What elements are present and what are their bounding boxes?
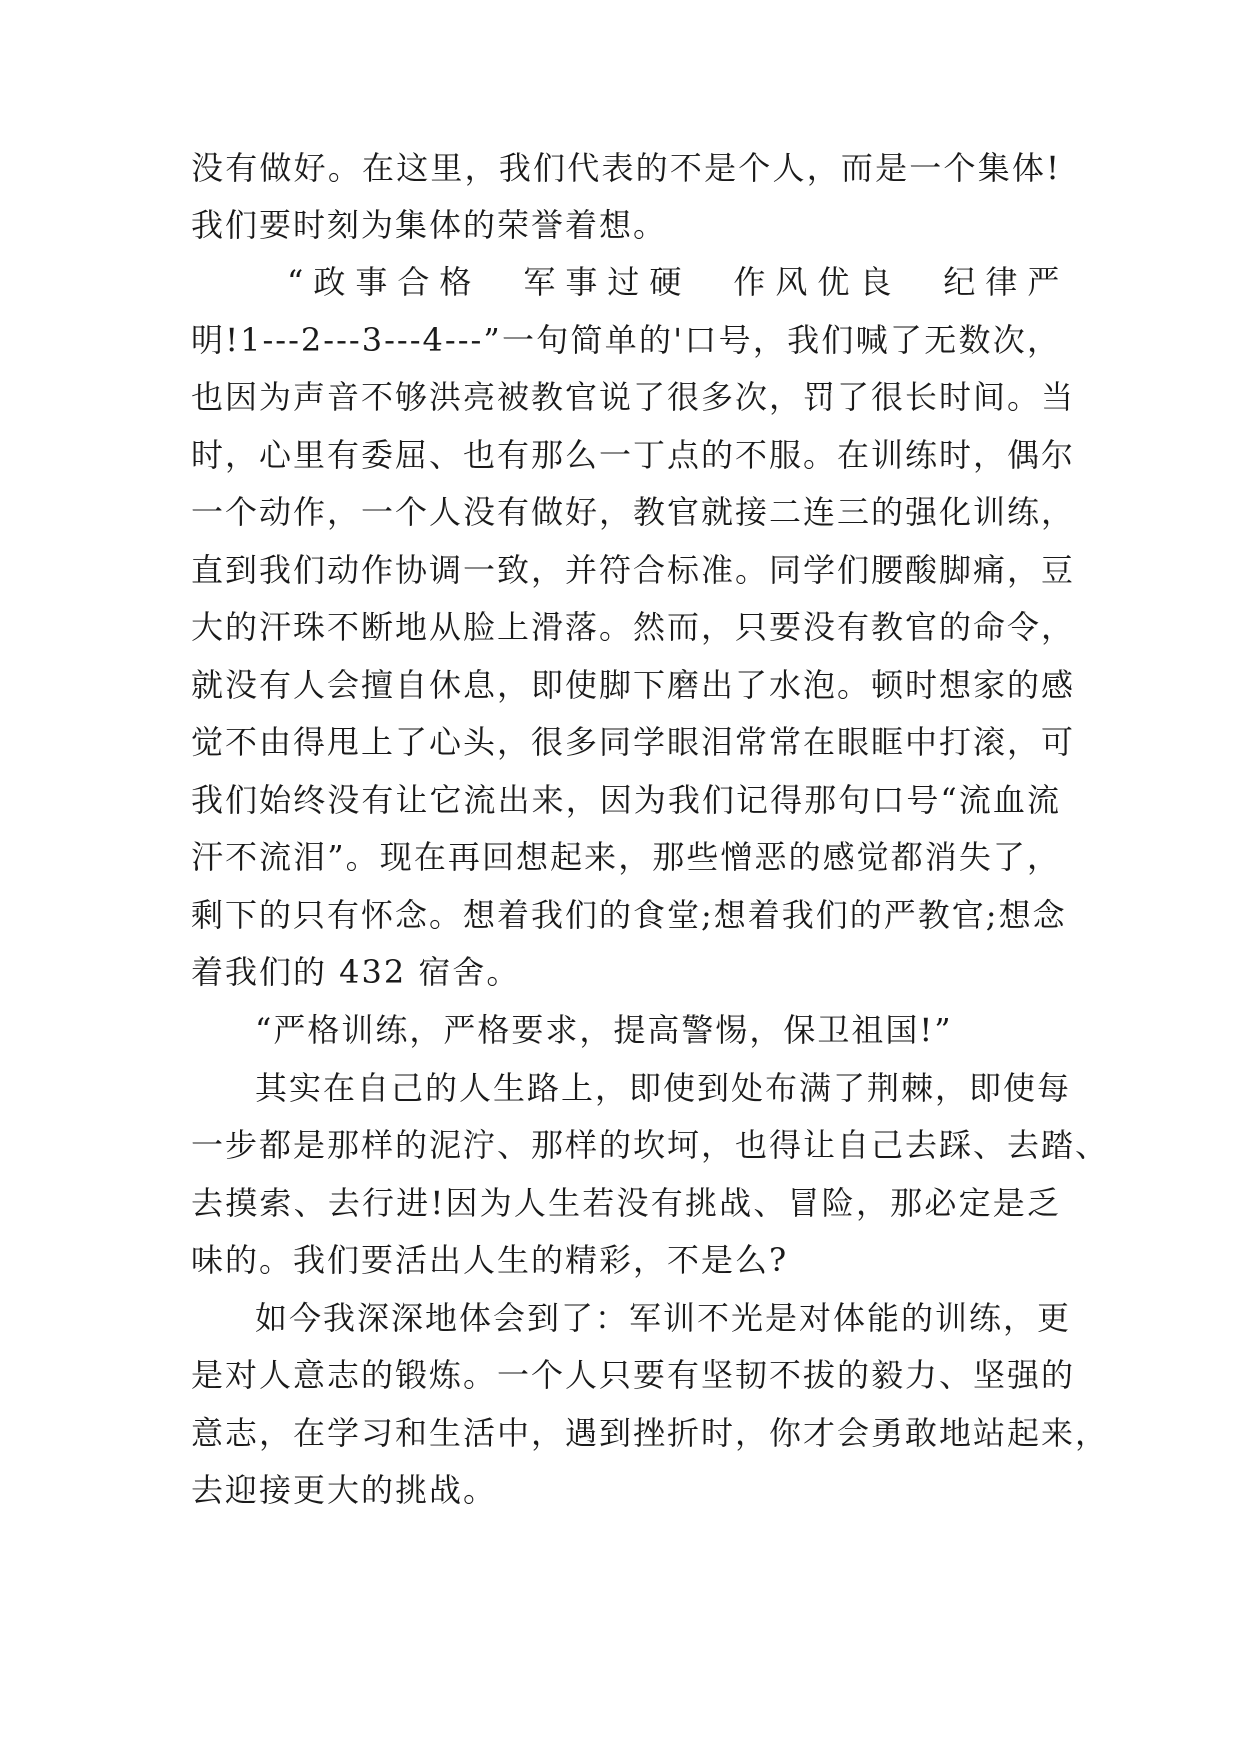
text-line: 如今我深深地体会到了：军训不光是对体能的训练，更 [255,1299,1072,1337]
text-line: 汗不流泪”。现在再回想起来，那些憎恶的感觉都消失了， [191,838,1061,876]
text-line: 觉不由得甩上了心头，很多同学眼泪常常在眼眶中打滚，可 [191,723,1076,761]
slogan-line: “政事合格 军事过硬 作风优良 纪律严 [287,263,1070,301]
text-line: 一个动作，一个人没有做好，教官就接二连三的强化训练， [191,493,1076,531]
text-line: 也因为声音不够洪亮被教官说了很多次，罚了很长时间。当 [191,378,1076,416]
text-line: 一步都是那样的泥泞、那样的坎坷，也得让自己去踩、去踏、 [191,1126,1110,1164]
text-line: 意志，在学习和生活中，遇到挫折时，你才会勇敢地站起来， [191,1414,1110,1452]
text-line: 我们要时刻为集体的荣誉着想。 [191,206,668,244]
text-line: 剩下的只有怀念。想着我们的食堂;想着我们的严教官;想念 [191,896,1067,934]
text-line: 我们始终没有让它流出来，因为我们记得那句口号“流血流 [191,781,1061,819]
text-line: 直到我们动作协调一致，并符合标准。同学们腰酸脚痛，豆 [191,551,1076,589]
text-line: 去迎接更大的挑战。 [191,1471,498,1509]
text-line: 是对人意志的锻炼。一个人只要有坚韧不拔的毅力、坚强的 [191,1356,1076,1394]
text-line: 没有做好。在这里，我们代表的不是个人，而是一个集体! [191,149,1061,187]
text-line: 时，心里有委屈、也有那么一丁点的不服。在训练时，偶尔 [191,436,1076,474]
text-line: 去摸索、去行进!因为人生若没有挑战、冒险，那必定是乏 [191,1184,1061,1222]
text-line: 大的汗珠不断地从脸上滑落。然而，只要没有教官的命令， [191,608,1076,646]
text-line: 明!1---2---3---4---”一句简单的'口号，我们喊了无数次， [191,321,1061,359]
text-line: 其实在自己的人生路上，即使到处布满了荆棘，即使每 [255,1069,1072,1107]
slogan-line: “严格训练，严格要求，提高警惕，保卫祖国!” [255,1011,953,1049]
text-line: 味的。我们要活出人生的精彩，不是么? [191,1241,789,1279]
text-line: 就没有人会擅自休息，即使脚下磨出了水泡。顿时想家的感 [191,666,1076,704]
text-line: 着我们的 432 宿舍。 [191,953,521,991]
